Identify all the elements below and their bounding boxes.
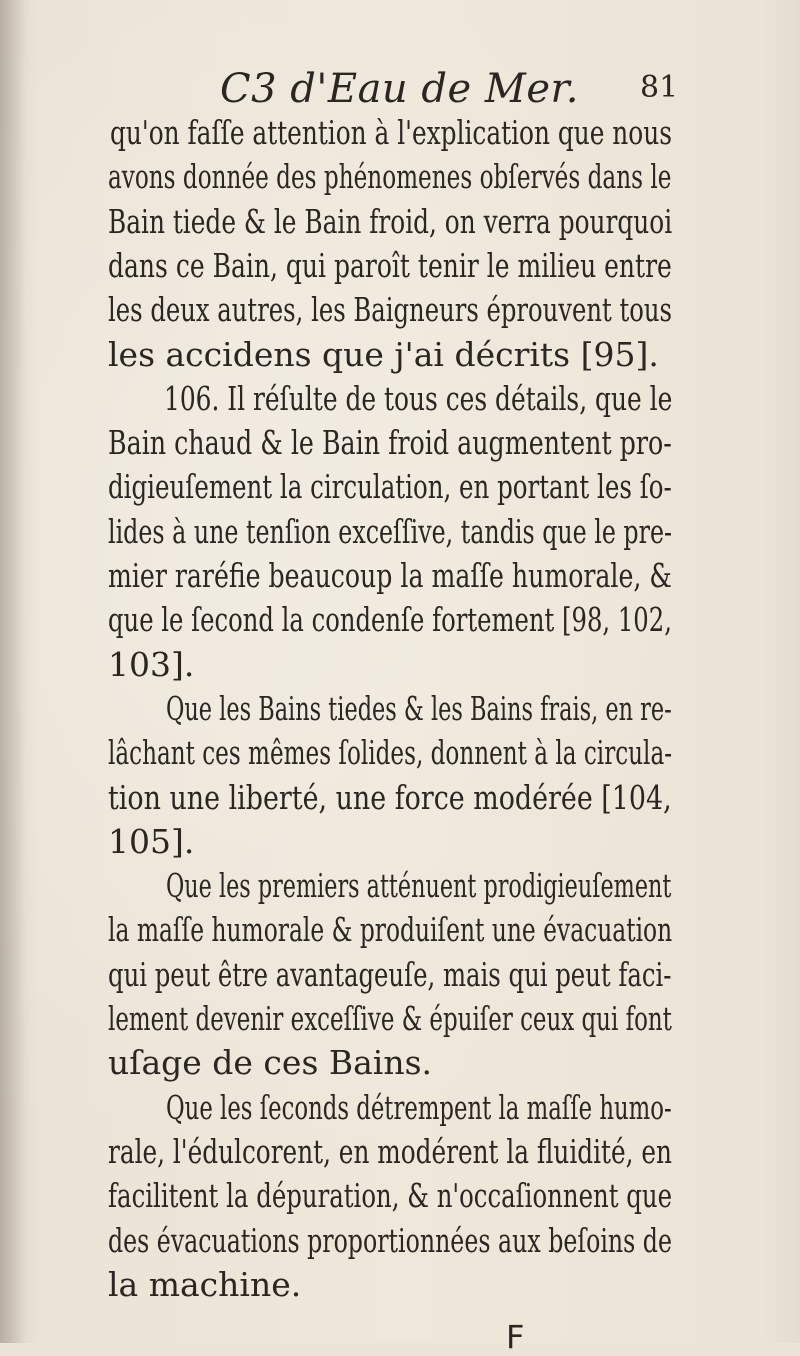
text-line: rale, l'édulcorent, en modérent la fluidité, en xyxy=(108,1131,672,1171)
text-line: avons donnée des phénomenes obſervés dans le xyxy=(108,157,672,197)
text-line: lides à une tenſion exceſſive, tandis que le pre- xyxy=(108,511,673,551)
text-line: digieuſement la circulation, en portant les ſo- xyxy=(108,467,672,507)
text-line: qu'on faſſe attention à l'explication que nous xyxy=(110,113,672,152)
text-line: 105]. xyxy=(108,821,195,861)
signature-mark: F xyxy=(506,1318,525,1356)
text-line: mier raréfie beaucoup la maſſe humorale, & xyxy=(108,556,672,595)
binding-shadow xyxy=(0,0,26,1343)
running-head: C3 d'Eau de Mer. xyxy=(220,66,579,112)
text-line: Bain tiede & le Bain froid, on verra pourquoi xyxy=(108,201,673,241)
text-line: 103]. xyxy=(108,644,195,684)
text-line: les deux autres, les Baigneurs éprouvent tous xyxy=(108,290,673,330)
text-line: Que les Bains tiedes & les Bains frais, en re- xyxy=(166,688,672,728)
text-line: Que les premiers atténuent prodigieuſement xyxy=(166,866,672,906)
text-line: 106. Il réſulte de tous ces détails, que le xyxy=(164,378,673,418)
text-line: dans ce Bain, qui paroît tenir le milieu entre xyxy=(108,245,672,285)
page-number: 81 xyxy=(640,70,679,105)
text-line: Bain chaud & le Bain froid augmentent pro- xyxy=(108,423,672,463)
text-line: tion une liberté, une force modérée [104, xyxy=(108,777,672,817)
text-line: la maſſe humorale & produiſent une évacuation xyxy=(108,910,673,950)
text-line: facilitent la dépuration, & n'occaſionnent que xyxy=(108,1176,673,1216)
text-line: que le ſecond la condenſe fortement [98, 102, xyxy=(108,600,672,640)
text-line: qui peut être avantageuſe, mais qui peut faci- xyxy=(108,954,672,994)
text-line: la machine. xyxy=(108,1264,302,1304)
text-line: lement devenir exceſſive & épuiſer ceux qui font xyxy=(108,999,672,1038)
text-line: Que les ſeconds détrempent la maſſe humo- xyxy=(166,1087,672,1127)
text-line: des évacuations proportionnées aux beſoins de xyxy=(108,1220,672,1260)
text-line: les accidens que j'ai décrits [95]. xyxy=(108,334,659,374)
text-line: uſage de ces Bains. xyxy=(108,1043,433,1083)
text-line: lâchant ces mêmes ſolides, donnent à la circula- xyxy=(108,733,673,773)
